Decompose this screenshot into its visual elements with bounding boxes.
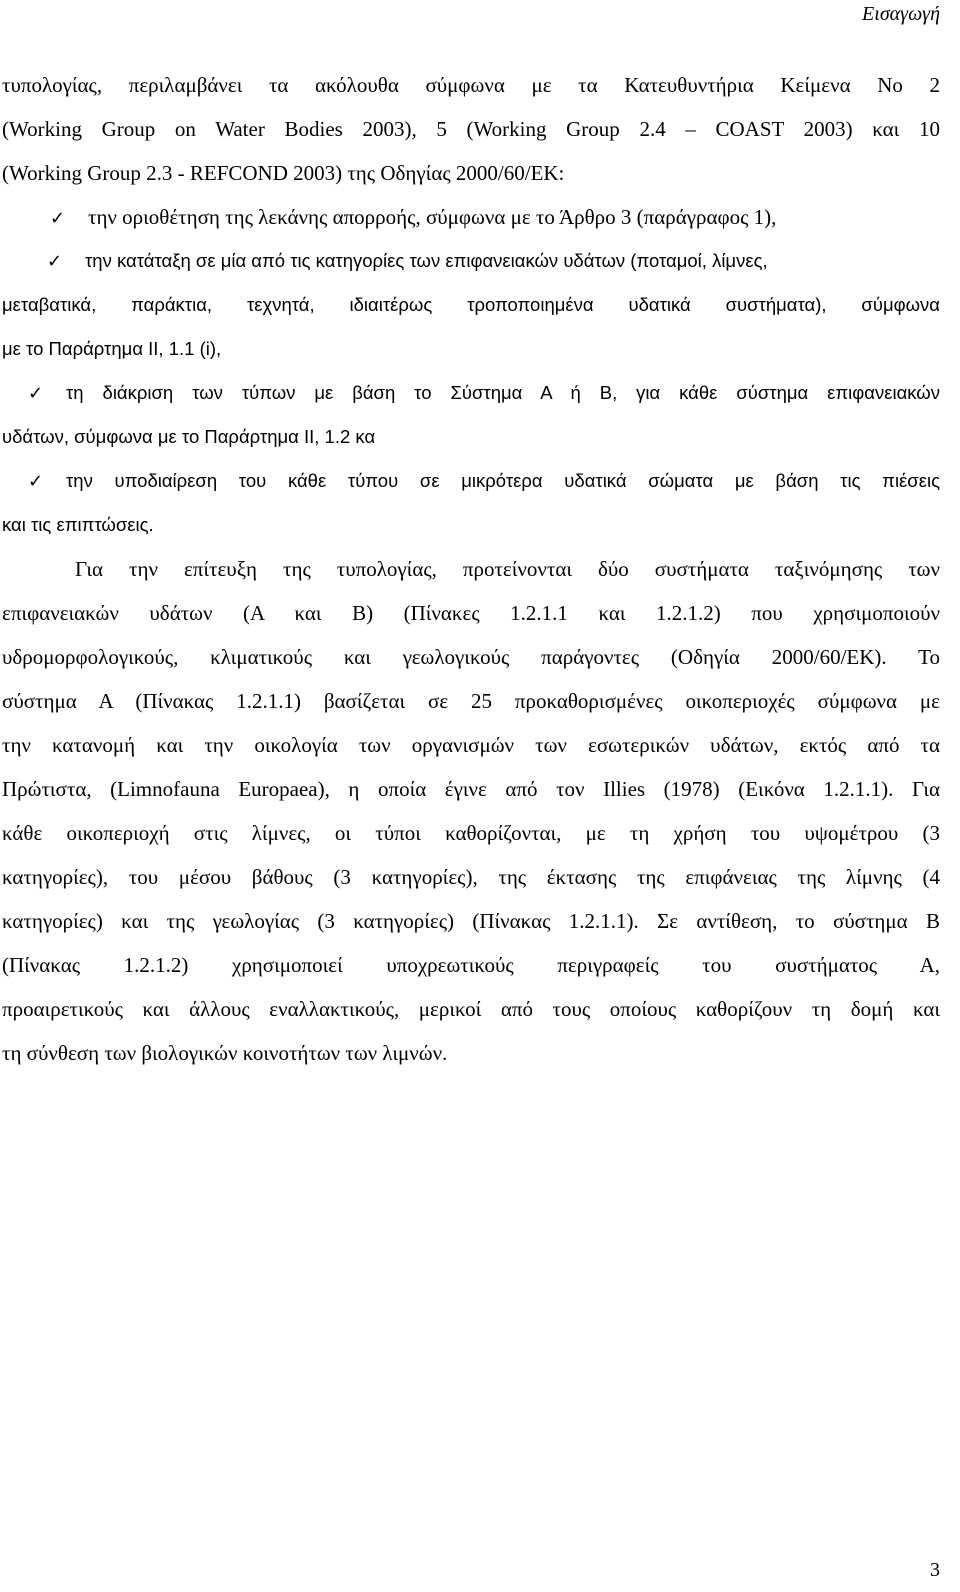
text-line: (Working Group 2.3 - REFCOND 2003) της Οδηγίας 2000/60/ΕΚ: <box>2 161 565 185</box>
list-item <box>28 380 940 407</box>
text-line: την κατανομή και την οικολογία των οργανισμών των εσωτερικών υδάτων, εκτός από τα <box>2 733 940 757</box>
text-line: υδρομορφολογικούς, κλιματικούς και γεωλογικούς παράγοντες (Οδηγία 2000/60/ΕΚ). Το <box>2 645 940 669</box>
list-item-text: την υποδιαίρεση του κάθε τύπου σε μικρότερα υδατικά σώματα με βάση τις πιέσεις <box>66 470 940 491</box>
text-line: (Working Group on Water Bodies 2003), 5 (Working Group 2.4 – COAST 2003) και 10 <box>2 117 940 141</box>
page-header-title: Εισαγωγή <box>862 3 940 25</box>
text-line: επιφανειακών υδάτων (Α και Β) (Πίνακες 1.2.1.1 και 1.2.1.2) που χρησιμοποιούν <box>2 601 940 625</box>
text-line: σύστημα Α (Πίνακας 1.2.1.1) βασίζεται σε 25 προκαθορισμένες οικοπεριοχές σύμφωνα με <box>2 689 940 713</box>
text-line: κατηγορίες), του μέσου βάθους (3 κατηγορίες), της έκτασης της επιφάνειας της λίμνης (4 <box>2 865 940 889</box>
text-line: Για την επίτευξη της τυπολογίας, προτείνονται δύο συστήματα ταξινόμησης των <box>75 557 940 581</box>
text-line: Πρώτιστα, (Limnofauna Europaea), η οποία έγινε από τον Illies (1978) (Εικόνα 1.2.1.1). Για <box>2 777 940 801</box>
text-line: κάθε οικοπεριοχή στις λίμνες, οι τύποι καθορίζονται, με τη χρήση του υψομέτρου (3 <box>2 821 940 845</box>
text-line: (Πίνακας 1.2.1.2) χρησιμοποιεί υποχρεωτικούς περιγραφείς του συστήματος Α, <box>2 953 940 977</box>
list-item <box>47 248 940 275</box>
text-line: προαιρετικούς και άλλους εναλλακτικούς, μερικοί από τους οποίους καθορίζουν τη δομή και <box>2 997 940 1021</box>
text-line: κατηγορίες) και της γεωλογίας (3 κατηγορίες) (Πίνακας 1.2.1.1). Σε αντίθεση, το σύστημα Β <box>2 909 940 933</box>
page-number: 3 <box>930 1559 940 1581</box>
text-line: τη σύνθεση των βιολογικών κοινοτήτων των λιμνών. <box>2 1041 448 1065</box>
text-line: και τις επιπτώσεις. <box>2 514 154 535</box>
list-item <box>50 204 940 232</box>
text-line: υδάτων, σύμφωνα με το Παράρτημα ΙΙ, 1.2 κα <box>2 426 376 447</box>
checkmark-icon: ✓ <box>50 208 66 229</box>
checkmark-icon: ✓ <box>28 383 44 404</box>
checkmark-icon: ✓ <box>28 471 44 492</box>
text-line: με το Παράρτημα ΙΙ, 1.1 (i), <box>2 338 222 359</box>
list-item-text: τη διάκριση των τύπων με βάση το Σύστημα Α ή Β, για κάθε σύστημα επιφανειακών <box>66 382 940 403</box>
list-item-text: την οριοθέτηση της λεκάνης απορροής, σύμφωνα με το Άρθρο 3 (παράγραφος 1), <box>88 205 777 229</box>
text-line: μεταβατικά, παράκτια, τεχνητά, ιδιαιτέρως τροποποιημένα υδατικά συστήματα), σύμφωνα <box>2 294 940 315</box>
text-line: τυπολογίας, περιλαμβάνει τα ακόλουθα σύμφωνα με τα Κατευθυντήρια Κείμενα Νο 2 <box>2 73 940 97</box>
list-item <box>28 468 940 495</box>
checkmark-icon: ✓ <box>47 251 63 272</box>
list-item-text: την κατάταξη σε μία από τις κατηγορίες των επιφανειακών υδάτων (ποταμοί, λίμνες, <box>85 250 768 271</box>
